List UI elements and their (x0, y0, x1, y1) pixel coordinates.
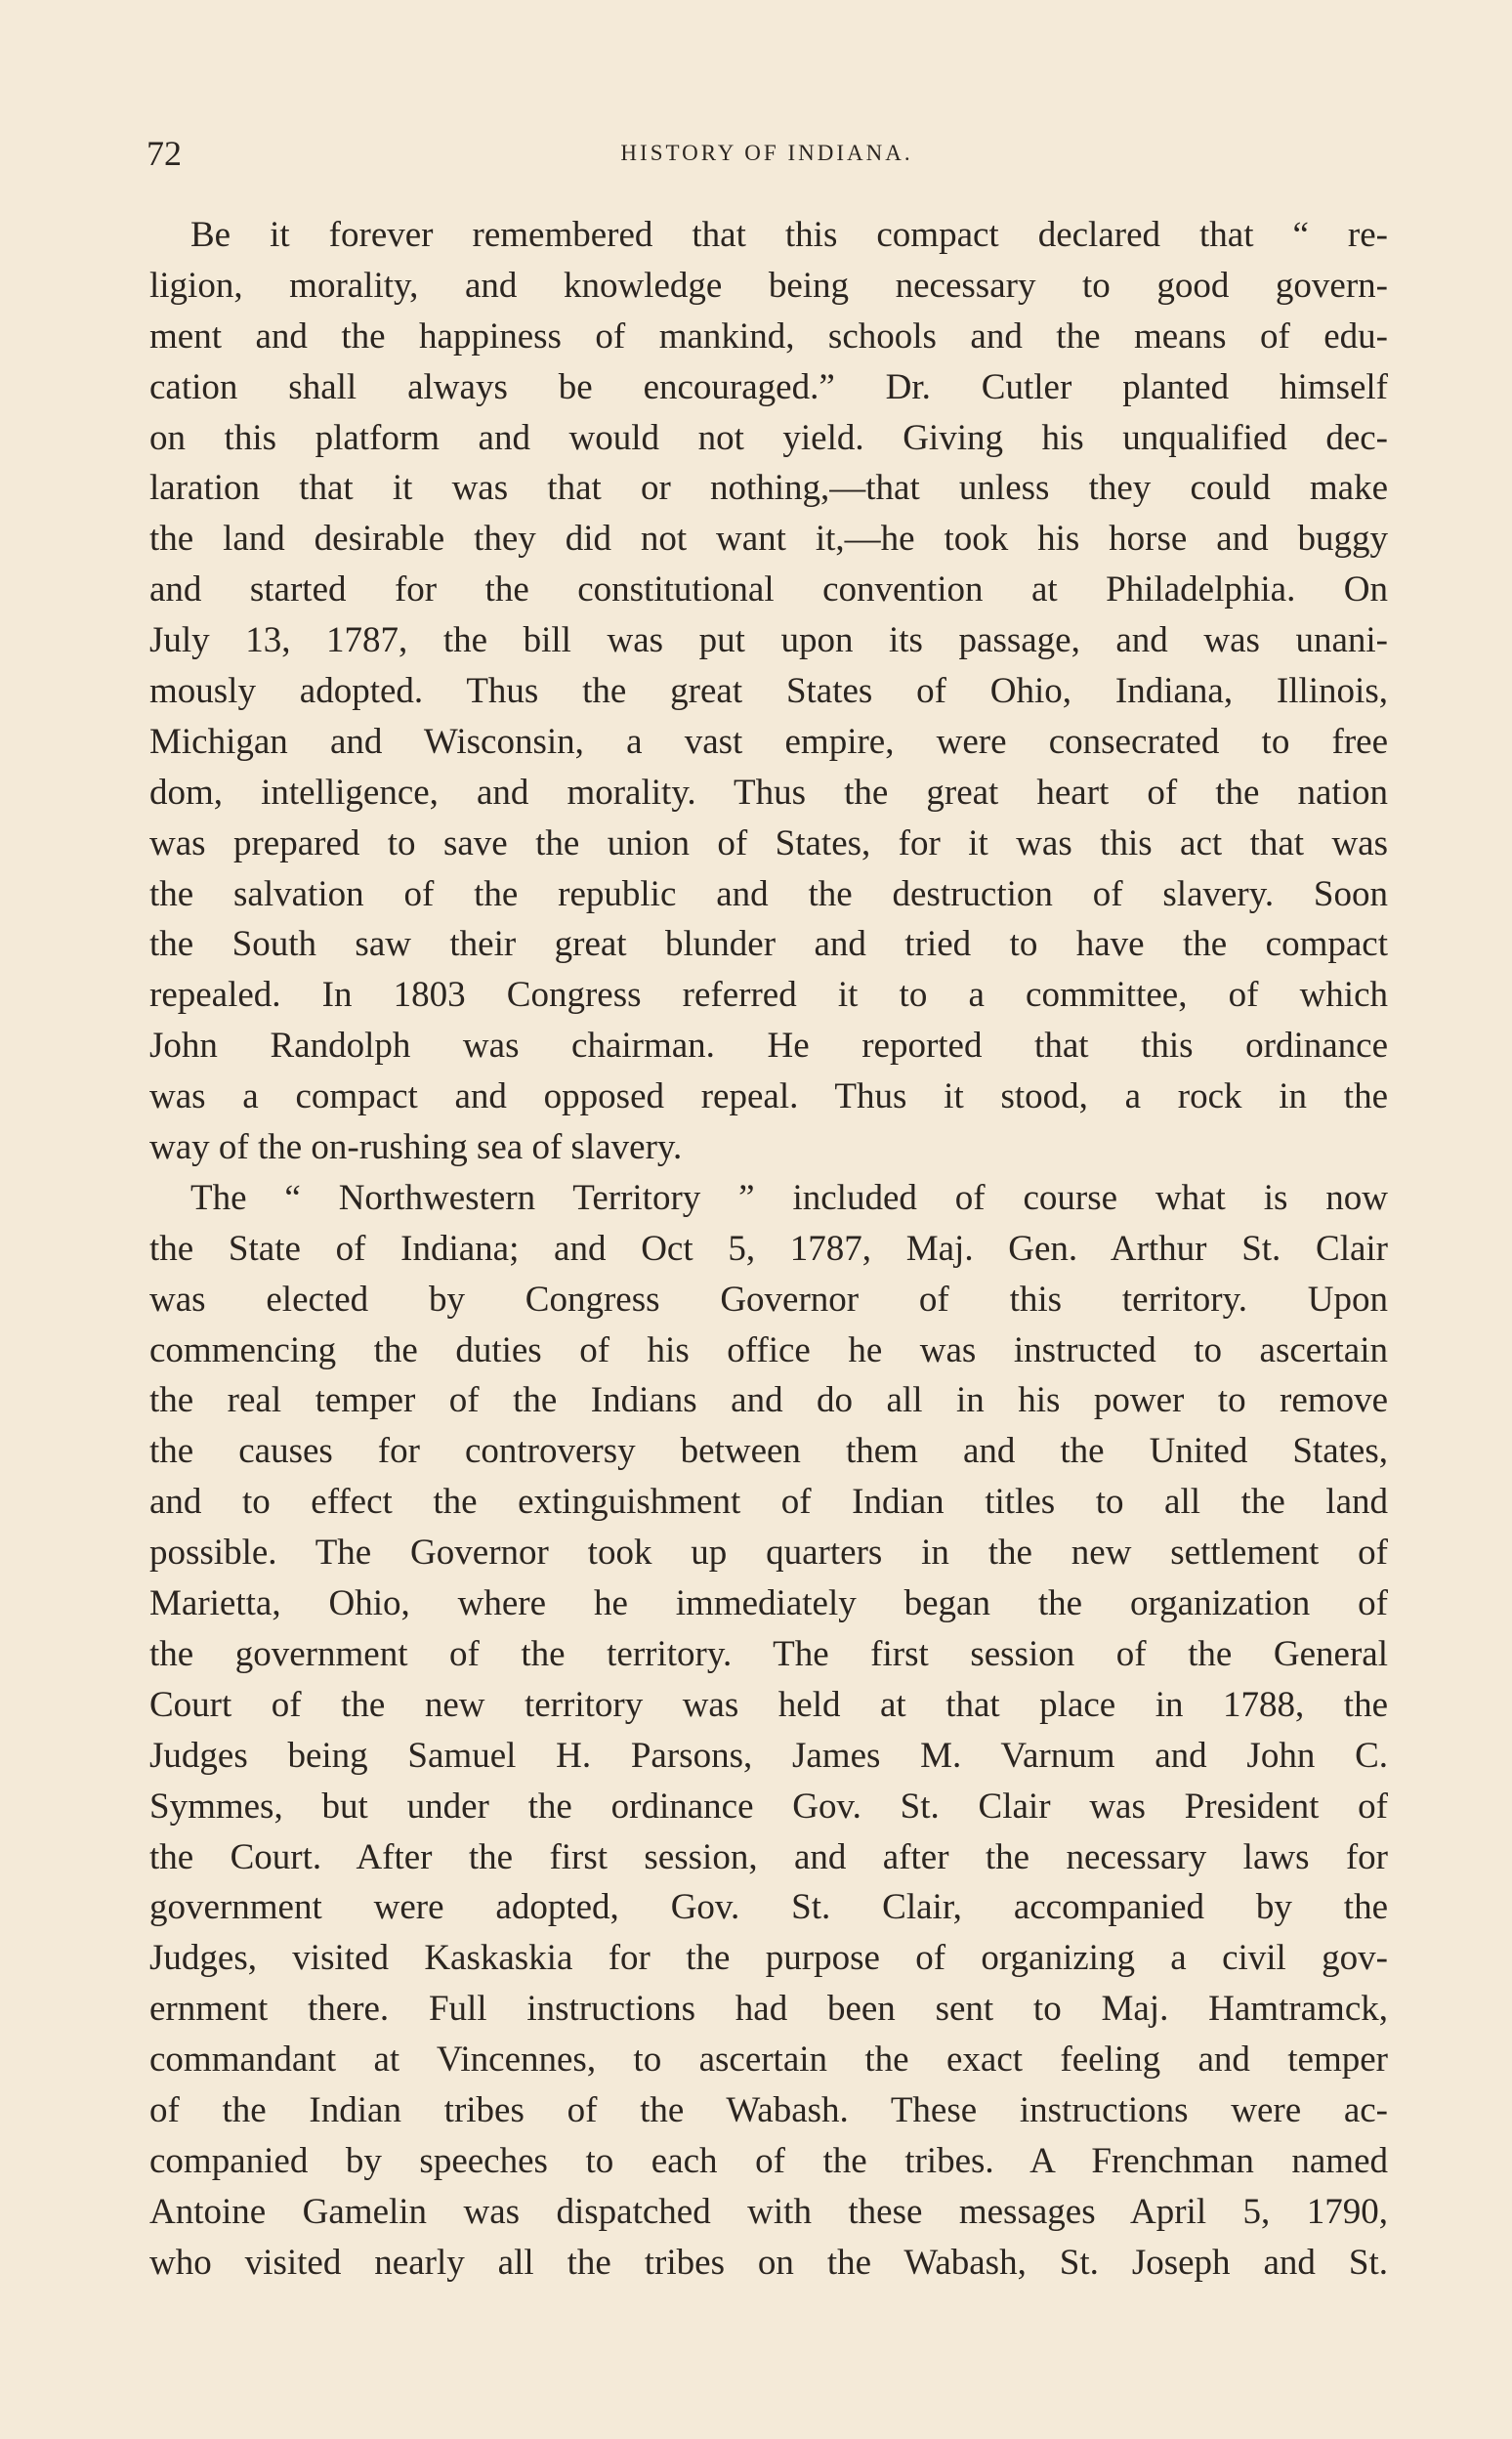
text-line: Be it forever remembered that this compact declared that “ re- (190, 215, 1388, 255)
text-line: the salvation of the republic and the destruction of slavery. Soon (149, 873, 1388, 914)
text-line: way of the on-rushing sea of slavery. (149, 1127, 683, 1168)
text-line: laration that it was that or nothing,—that unless they could make (149, 468, 1388, 509)
text-line: was a compact and opposed repeal. Thus it stood, a rock in the (149, 1076, 1388, 1117)
text-line: the real temper of the Indians and do all in his power to remove (149, 1380, 1388, 1421)
body-text (149, 210, 1388, 2289)
text-line: the Court. After the first session, and after the necessary laws for (149, 1836, 1388, 1877)
text-line: July 13, 1787, the bill was put upon its passage, and was unani- (149, 620, 1388, 661)
text-line: ment and the happiness of mankind, schools and the means of edu- (149, 315, 1388, 357)
page-number: 72 (147, 134, 182, 173)
text-line: government were adopted, Gov. St. Clair, accompanied by the (149, 1887, 1388, 1928)
text-line: the South saw their great blunder and tried to have the compact (149, 924, 1388, 965)
text-line: of the Indian tribes of the Wabash. These instructions were ac- (149, 2089, 1388, 2130)
text-line: mously adopted. Thus the great States of Ohio, Indiana, Illinois, (149, 671, 1388, 712)
text-line: was prepared to save the union of States, for it was this act that was (149, 822, 1388, 863)
text-line: repealed. In 1803 Congress referred it to a committee, of which (149, 975, 1388, 1016)
text-line: ligion, morality, and knowledge being necessary to good govern- (149, 265, 1388, 306)
text-line: possible. The Governor took up quarters in the new settlement of (149, 1533, 1388, 1574)
text-line: Marietta, Ohio, where he immediately began the organization of (149, 1583, 1388, 1624)
text-line: the causes for controversy between them and the United States, (149, 1431, 1388, 1472)
text-line: the State of Indiana; and Oct 5, 1787, Maj. Gen. Arthur St. Clair (149, 1228, 1388, 1269)
text-line: who visited nearly all the tribes on the Wabash, St. Joseph and St. (149, 2242, 1388, 2283)
text-line: Court of the new territory was held at that place in 1788, the (149, 1684, 1388, 1725)
text-line: The “ Northwestern Territory ” included of course what is now (190, 1177, 1388, 1218)
text-line: was elected by Congress Governor of this territory. Upon (149, 1279, 1388, 1320)
text-line: and started for the constitutional convention at Philadelphia. On (149, 569, 1388, 610)
text-line: Judges being Samuel H. Parsons, James M. Varnum and John C. (149, 1735, 1388, 1776)
text-line: cation shall always be encouraged.” Dr. Cutler planted himself (149, 366, 1388, 407)
text-line: Symmes, but under the ordinance Gov. St. Clair was President of (149, 1786, 1388, 1827)
text-line: on this platform and would not yield. Giving his unqualified dec- (149, 417, 1388, 458)
text-line: dom, intelligence, and morality. Thus the great heart of the nation (149, 772, 1388, 813)
running-head: HISTORY OF INDIANA. (620, 141, 913, 165)
text-line: John Randolph was chairman. He reported that this ordinance (149, 1026, 1388, 1067)
text-line: the government of the territory. The first session of the General (149, 1633, 1388, 1674)
page-header (147, 129, 1387, 178)
text-line: commencing the duties of his office he was instructed to ascertain (149, 1329, 1388, 1370)
text-line: ernment there. Full instructions had been sent to Maj. Hamtramck, (149, 1989, 1388, 2030)
text-line: Michigan and Wisconsin, a vast empire, were consecrated to free (149, 721, 1388, 762)
text-line: companied by speeches to each of the tribes. A Frenchman named (149, 2140, 1388, 2181)
text-line: commandant at Vincennes, to ascertain the exact feeling and temper (149, 2040, 1388, 2081)
text-line: the land desirable they did not want it,—he took his horse and buggy (149, 519, 1388, 560)
text-line: and to effect the extinguishment of Indian titles to all the land (149, 1482, 1388, 1523)
text-line: Antoine Gamelin was dispatched with these messages April 5, 1790, (149, 2191, 1388, 2232)
text-line: Judges, visited Kaskaskia for the purpose of organizing a civil gov- (149, 1938, 1388, 1979)
